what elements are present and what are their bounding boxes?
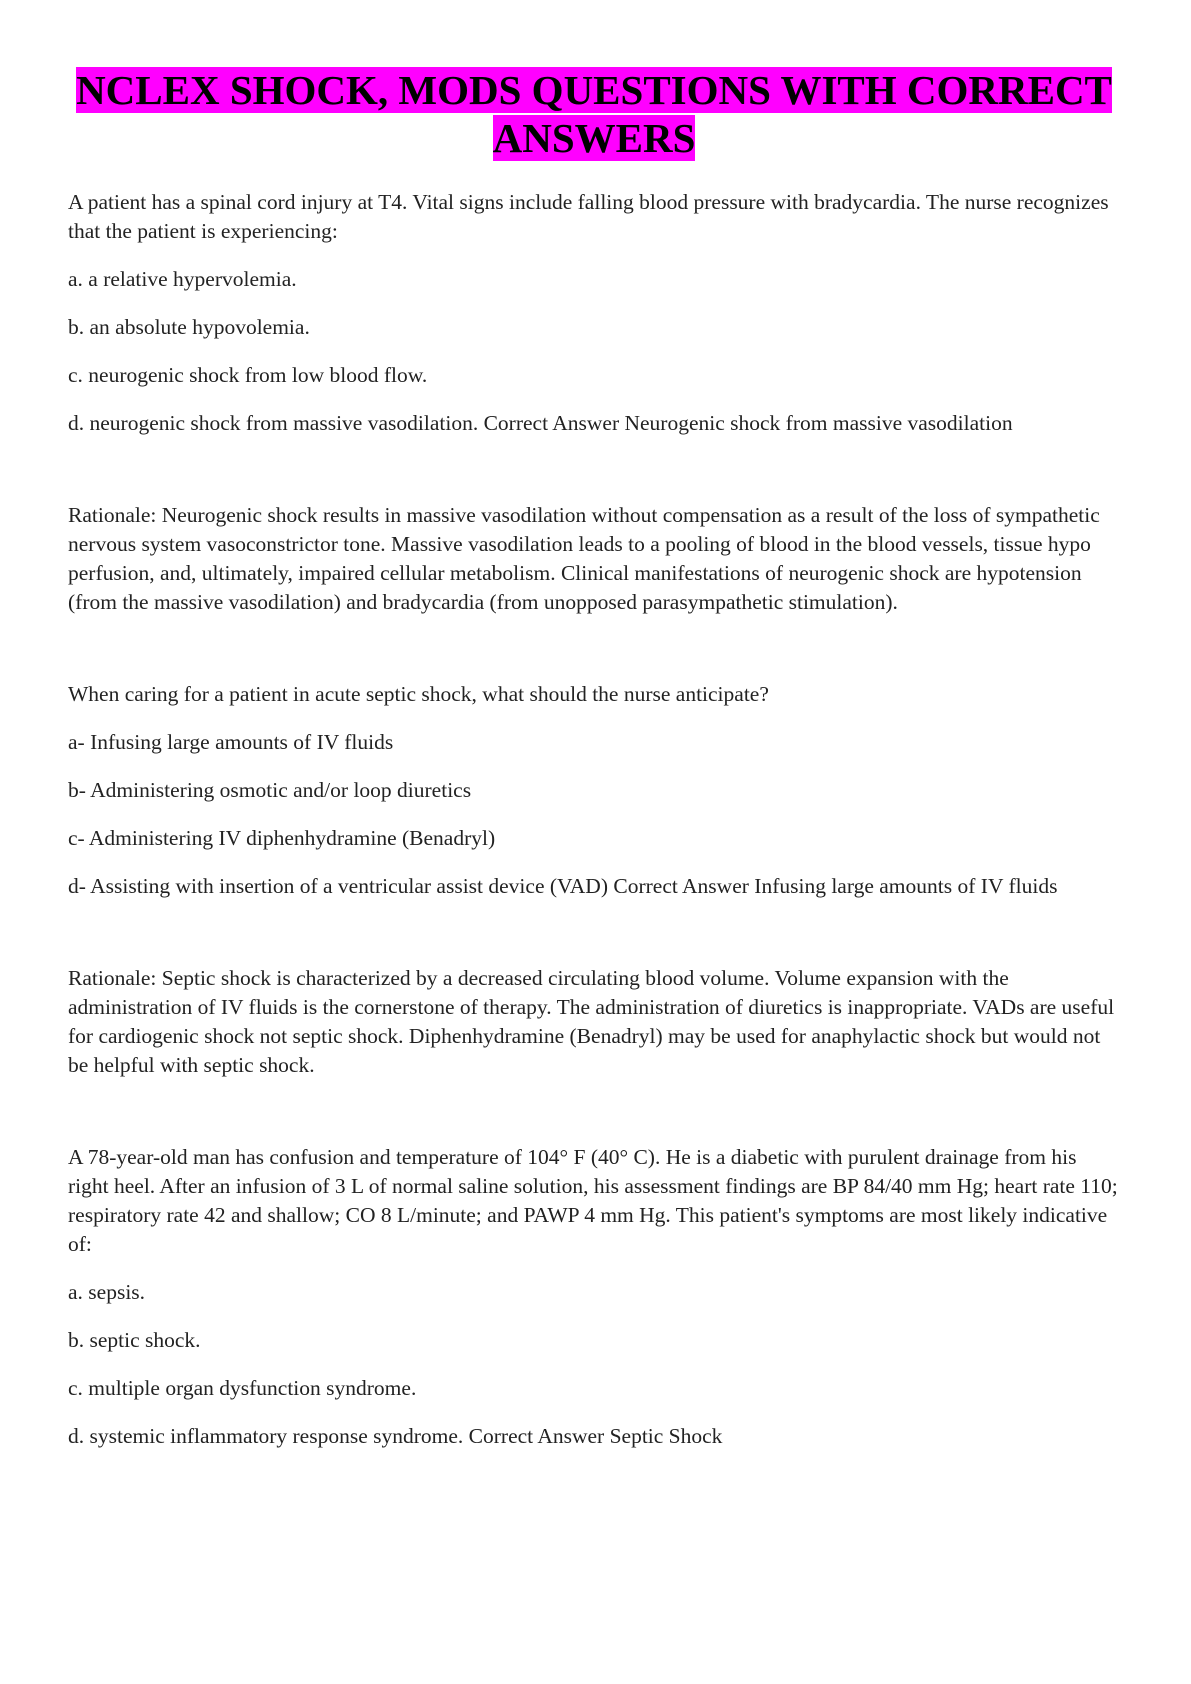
question-1-option-a: a. a relative hypervolemia. bbox=[68, 267, 297, 291]
title-line-2: ANSWERS bbox=[492, 115, 696, 161]
question-1-option-b: b. an absolute hypovolemia. bbox=[68, 315, 310, 339]
question-2-rationale: Rationale: Septic shock is characterized by a decreased circulating blood volume. Volume expansion with the administration of IV fluids is the cornerstone of therapy. The administration of diuretics is inappropriate. VADs are useful for cardiogenic shock not septic shock. Diphenhydramine (Benadryl) may be used for anaphylactic shock but would not be helpful with septic shock. bbox=[68, 966, 1115, 1077]
question-1-rationale: Rationale: Neurogenic shock results in massive vasodilation without compensation as a result of the loss of sympathetic nervous system vasoconstrictor tone. Massive vasodilation leads to a pooling of blood in the blood vessels, tissue hypo perfusion, and, ultimately, impaired cellular metabolism. Clinical manifestations of neurogenic shock are hypotension (from the massive vasodilation) and bradycardia (from unopposed parasympathetic stimulation). bbox=[68, 503, 1100, 614]
question-3-stem: A 78-year-old man has confusion and temperature of 104° F (40° C). He is a diabetic with purulent drainage from his right heel. After an infusion of 3 L of normal saline solution, his assessment findings are BP 84/40 mm Hg; heart rate 110; respiratory rate 42 and shallow; CO 8 L/minute; and PAWP 4 mm Hg. This patient's symptoms are most likely indicative of: bbox=[68, 1145, 1118, 1256]
title-line-1: NCLEX SHOCK, MODS QUESTIONS WITH CORRECT bbox=[76, 67, 1112, 113]
spacer bbox=[68, 1099, 1120, 1143]
question-1-option-d: d. neurogenic shock from massive vasodilation. Correct Answer Neurogenic shock from massive vasodilation bbox=[68, 411, 1013, 435]
question-2-option-c: c- Administering IV diphenhydramine (Benadryl) bbox=[68, 826, 496, 850]
spacer bbox=[68, 920, 1120, 964]
question-2-option-b: b- Administering osmotic and/or loop diuretics bbox=[68, 778, 472, 802]
question-3-option-b: b. septic shock. bbox=[68, 1328, 201, 1352]
question-3-option-a: a. sepsis. bbox=[68, 1280, 146, 1304]
question-2-stem: When caring for a patient in acute septic shock, what should the nurse anticipate? bbox=[68, 682, 769, 706]
question-1-stem: A patient has a spinal cord injury at T4. Vital signs include falling blood pressure with bradycardia. The nurse recognizes that the patient is experiencing: bbox=[68, 190, 1109, 243]
spacer bbox=[68, 636, 1120, 680]
question-1-option-c: c. neurogenic shock from low blood flow. bbox=[68, 363, 428, 387]
question-3-option-c: c. multiple organ dysfunction syndrome. bbox=[68, 1376, 417, 1400]
question-2-option-d: d- Assisting with insertion of a ventricular assist device (VAD) Correct Answer Infusing large amounts of IV fluids bbox=[68, 874, 1058, 898]
document-title bbox=[68, 66, 1120, 162]
question-3-option-d: d. systemic inflammatory response syndrome. Correct Answer Septic Shock bbox=[68, 1424, 723, 1448]
question-2-option-a: a- Infusing large amounts of IV fluids bbox=[68, 730, 394, 754]
spacer bbox=[68, 457, 1120, 501]
document-page bbox=[68, 66, 1120, 1470]
